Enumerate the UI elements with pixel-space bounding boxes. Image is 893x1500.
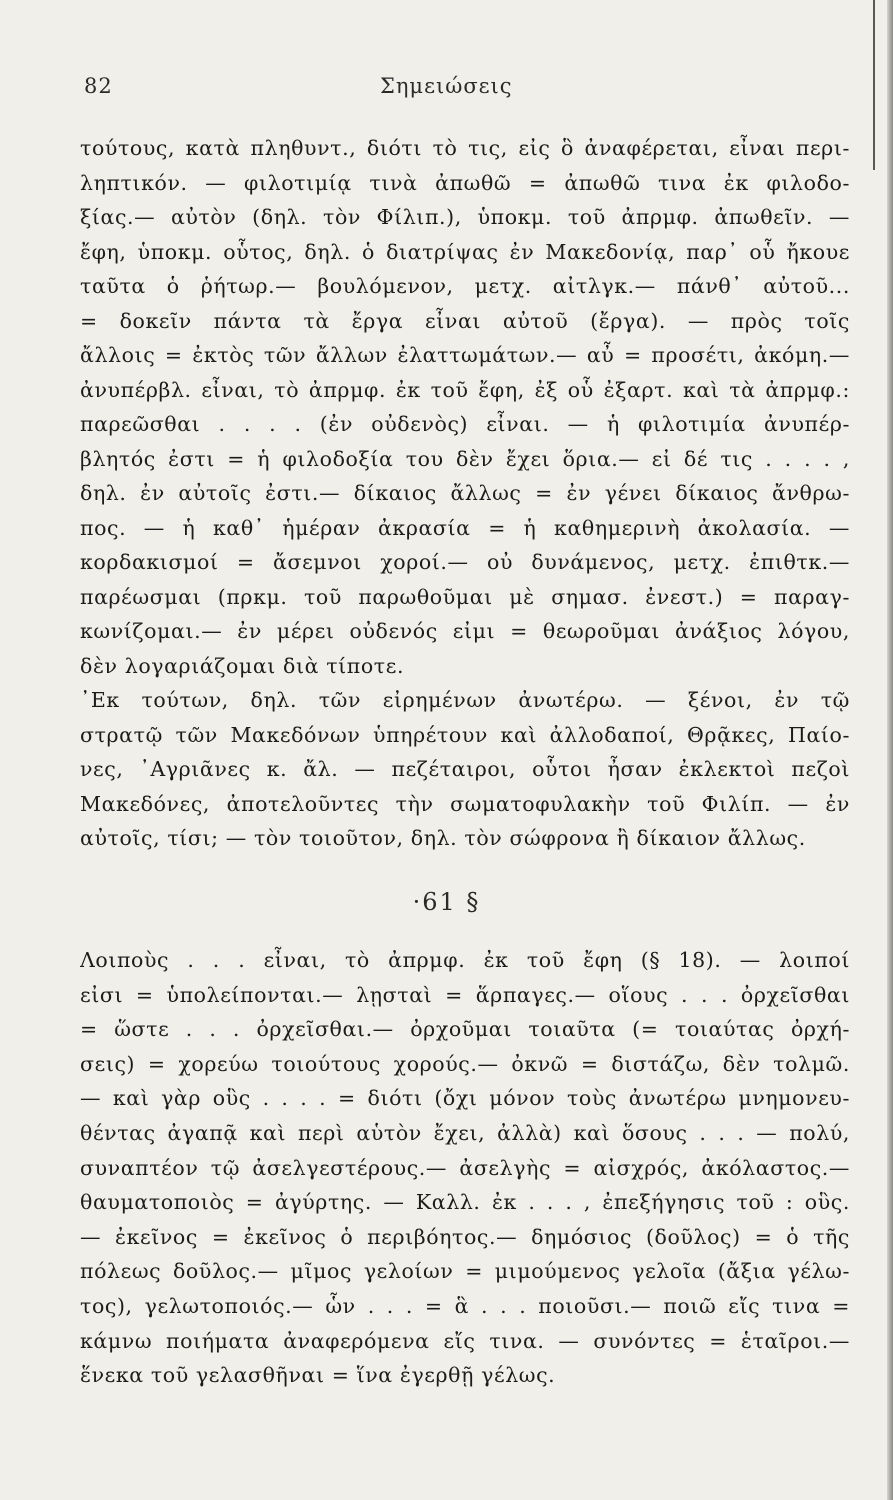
section-heading: ·61 § bbox=[412, 888, 481, 916]
text-line: νες, ᾿Αγριᾶνες κ. ἄλ. — πεζέταιροι, οὗτοι ἦσαν ἐκλεκτοὶ πεζοὶ bbox=[80, 757, 850, 781]
page-number: 82 bbox=[84, 74, 113, 98]
page-edge-line bbox=[873, 0, 875, 170]
text-line: = δοκεῖν πάντα τὰ ἔργα εἶναι αὐτοῦ (ἔργα). — πρὸς τοῖς bbox=[80, 308, 850, 333]
text-line: παρέωσμαι (πρκμ. τοῦ παρωθοῦμαι μὲ σημασ. ἐνεστ.) = παραγ- bbox=[80, 584, 850, 609]
text-line: δηλ. ἐν αὐτοῖς ἐστι.— δίκαιος ἄλλως = ἐν γένει δίκαιος ἄνθρω- bbox=[80, 481, 850, 505]
text-line: συναπτέον τῷ ἀσελγεστέρους.— ἀσελγὴς = αἰσχρός, ἀκόλαστος.— bbox=[80, 1155, 850, 1180]
text-line: βλητός ἐστι = ἡ φιλοδοξία του δὲν ἔχει ὅρια.— εἰ δέ τις . . . . , bbox=[80, 446, 850, 471]
running-title: Σημειώσεις bbox=[380, 74, 513, 98]
text-line: τούτους, κατὰ πληθυντ., διότι τὸ τις, εἰς ὃ ἀναφέρεται, εἶναι περι- bbox=[80, 136, 850, 160]
text-line: δὲν λογαριάζομαι διὰ τίποτε. bbox=[80, 653, 405, 678]
text-line: τος), γελωτοποιός.— ὧν . . . = ἃ . . . ποιοῦσι.— ποιῶ εἴς τινα = bbox=[80, 1294, 850, 1318]
text-line: ἔφη, ὑποκμ. οὗτος, δηλ. ὁ διατρίψας ἐν Μακεδονίᾳ, παρ᾽ οὗ ἤκουε bbox=[80, 239, 850, 264]
text-line: ᾿Εκ τούτων, δηλ. τῶν εἰρημένων ἀνωτέρω. — ξένοι, ἐν τῷ bbox=[80, 688, 850, 712]
text-line: Λοιποὺς . . . εἶναι, τὸ ἀπρμφ. ἐκ τοῦ ἔφη (§ 18). — λοιποί bbox=[80, 948, 850, 972]
page-header bbox=[84, 74, 853, 106]
text-line: = ὥστε . . . ὀρχεῖσθαι.— ὀρχοῦμαι τοιαῦτα (= τοιαύτας ὀρχή- bbox=[80, 1017, 850, 1042]
page-edge bbox=[887, 0, 893, 1500]
text-line: στρατῷ τῶν Μακεδόνων ὑπηρέτουν καὶ ἀλλοδαποί, Θρᾷκες, Παίο- bbox=[80, 722, 850, 747]
text-line: ἕνεκα τοῦ γελασθῆναι = ἵνα ἐγερθῇ γέλως. bbox=[80, 1363, 556, 1388]
text-line: ξίας.— αὐτὸν (δηλ. τὸν Φίλιπ.), ὑποκμ. τοῦ ἀπρμφ. ἀπωθεῖν. — bbox=[80, 205, 850, 229]
text-line: θέντας ἀγαπᾷ καὶ περὶ αὑτὸν ἔχει, ἀλλὰ) καὶ ὅσους . . . — πολύ, bbox=[80, 1121, 850, 1145]
text-line: Μακεδόνες, ἀποτελοῦντες τὴν σωματοφυλακὴν τοῦ Φιλίπ. — ἐν bbox=[80, 791, 850, 816]
text-line: — ἐκεῖνος = ἐκεῖνος ὁ περιβόητος.— δημόσιος (δοῦλος) = ὁ τῆς bbox=[80, 1224, 850, 1249]
text-line: ταῦτα ὁ ῥήτωρ.— βουλόμενον, μετχ. αἰτλγκ.— πάνθ᾽ αὐτοῦ... bbox=[80, 274, 850, 298]
text-line: παρεῶσθαι . . . . (ἐν οὐδενὸς) εἶναι. — ἡ φιλοτιμία ἀνυπέρ- bbox=[80, 412, 850, 436]
text-line: πος. — ἡ καθ᾽ ἡμέραν ἀκρασία = ἡ καθημερινὴ ἀκολασία. — bbox=[80, 515, 850, 540]
text-line: ἄλλοις = ἐκτὸς τῶν ἄλλων ἐλαττωμάτων.— αὖ = προσέτι, ἀκόμη.— bbox=[80, 343, 850, 367]
text-line: κάμνω ποιήματα ἀναφερόμενα εἴς τινα. — συνόντες = ἑταῖροι.— bbox=[80, 1328, 850, 1353]
text-line: σεις) = χορεύω τοιούτους χορούς.— ὀκνῶ = διστάζω, δὲν τολμῶ. bbox=[80, 1051, 850, 1076]
text-line: εἰσι = ὑπολείπονται.— λῃσταὶ = ἅρπαγες.— οἵους . . . ὀρχεῖσθαι bbox=[80, 982, 850, 1007]
text-line: αὐτοῖς, τίσι; — τὸν τοιοῦτον, δηλ. τὸν σώφρονα ἢ δίκαιον ἄλλως. bbox=[80, 826, 806, 850]
text-line: κορδακισμοί = ἄσεμνοι χοροί.— οὐ δυνάμενος, μετχ. ἐπιθτκ.— bbox=[80, 550, 850, 574]
text-line: — καὶ γὰρ οὓς . . . . = διότι (ὄχι μόνον τοὺς ἀνωτέρω μνημονευ- bbox=[80, 1086, 850, 1111]
text-line: ἀνυπέρβλ. εἶναι, τὸ ἀπρμφ. ἐκ τοῦ ἔφη, ἐξ οὗ ἐξαρτ. καὶ τὰ ἀπρμφ.: bbox=[80, 377, 850, 402]
text-line: ληπτικόν. — φιλοτιμίᾳ τινὰ ἀπωθῶ = ἀπωθῶ τινα ἐκ φιλοδο- bbox=[80, 170, 850, 195]
text-line: κωνίζομαι.— ἐν μέρει οὐδενός εἰμι = θεωροῦμαι ἀνάξιος λόγου, bbox=[80, 619, 850, 643]
text-line: πόλεως δοῦλος.— μῖμος γελοίων = μιμούμενος γελοῖα (ἄξια γέλω- bbox=[80, 1259, 850, 1284]
text-line: θαυματοποιὸς = ἀγύρτης. — Καλλ. ἐκ . . . , ἐπεξήγησις τοῦ : οὓς. bbox=[80, 1190, 850, 1215]
